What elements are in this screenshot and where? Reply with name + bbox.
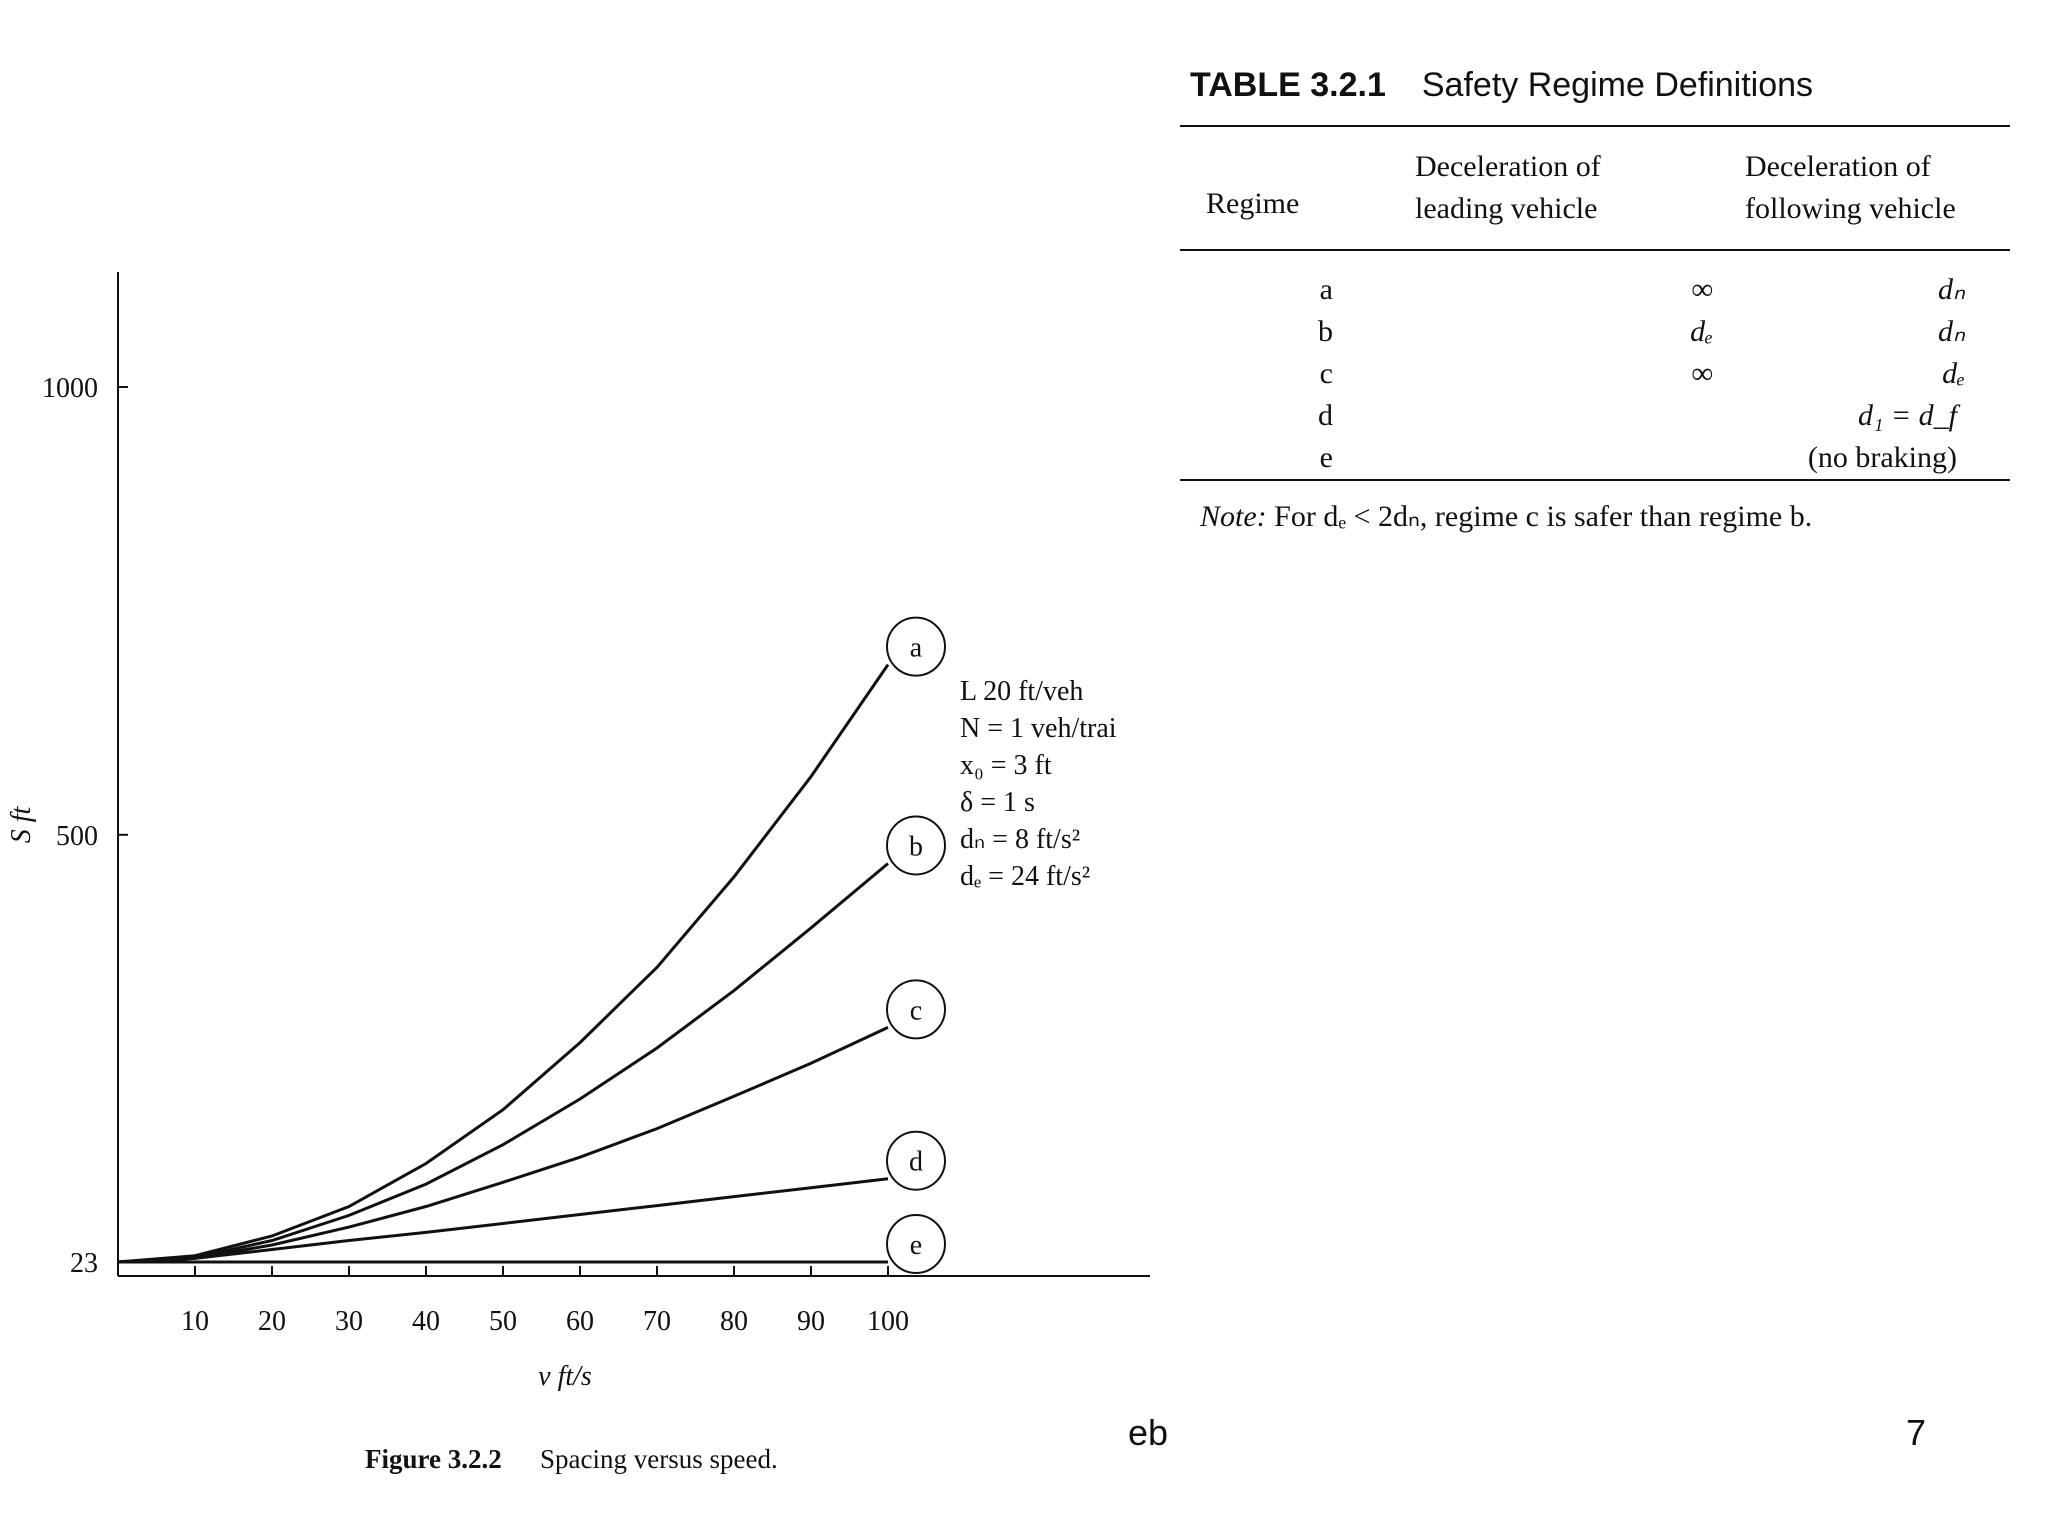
note-label: Note: (1200, 500, 1267, 533)
series-label-b: b (909, 831, 923, 863)
x-tick-label: 40 (412, 1306, 440, 1337)
series-label-e: e (909, 1230, 923, 1261)
table-row (1180, 437, 2010, 479)
x-tick-label: 60 (566, 1306, 594, 1337)
table-body (1180, 251, 2010, 479)
figure-caption-label: Figure 3.2.2 (365, 1444, 502, 1474)
series-curves (118, 665, 888, 1262)
table-row (1180, 353, 2010, 395)
cell-follow: dₙ (1938, 273, 1965, 306)
header-lead-line1: Deceleration of (1415, 150, 1601, 183)
x-tick-label: 20 (258, 1306, 286, 1337)
x-tick-label: 10 (181, 1306, 209, 1337)
cell-regime: d (1318, 399, 1333, 432)
cell-regime: b (1318, 315, 1333, 348)
cell-merged: d₁ = d_f (1857, 399, 1957, 432)
series-label-c: c (909, 995, 923, 1027)
figure-caption-text: Spacing versus speed. (540, 1444, 778, 1474)
table-header (1180, 127, 2010, 249)
series-labels (887, 618, 945, 1273)
table-row (1180, 395, 2010, 437)
footer-fragment: eb (1128, 1412, 1169, 1453)
header-regime: Regime (1206, 187, 1300, 220)
parameter-legend (960, 676, 1117, 892)
header-follow-line2: following vehicle (1745, 192, 1956, 225)
cell-lead: dₑ (1690, 315, 1713, 348)
x-tick-label: 50 (489, 1306, 517, 1337)
cell-lead: ∞ (1691, 357, 1713, 390)
cell-follow: dₑ (1942, 357, 1965, 390)
header-lead (1415, 146, 1745, 230)
series-curve-a (118, 665, 888, 1262)
table-bottom-rule (1180, 479, 2010, 481)
x-tick-label: 70 (643, 1306, 671, 1337)
y-tick-label: 500 (56, 820, 98, 852)
cell-regime: a (1319, 273, 1333, 306)
header-follow (1745, 146, 2010, 230)
cell-regime: c (1319, 357, 1333, 390)
cell-merged: (no braking) (1807, 441, 1957, 474)
series-label-a: a (909, 632, 923, 664)
y-tick-label: 23 (70, 1248, 98, 1279)
table-row (1180, 269, 2010, 311)
cell-follow: dₙ (1938, 315, 1965, 348)
series-curve-b (118, 864, 888, 1263)
x-tick-label: 100 (867, 1306, 909, 1337)
note-text: For dₑ < 2dₙ, regime c is safer than regime b. (1274, 500, 1813, 533)
table-title-text: Safety Regime Definitions (1421, 66, 1814, 104)
table-title (1190, 60, 2010, 110)
header-lead-line2: leading vehicle (1415, 192, 1598, 225)
cell-regime: e (1319, 441, 1333, 474)
table-row (1180, 311, 2010, 353)
parameter-line: dₑ = 24 ft/s² (960, 861, 1091, 892)
table-note (1200, 499, 2010, 534)
parameter-line: δ = 1 s (960, 787, 1035, 818)
x-tick-label: 90 (797, 1306, 825, 1337)
parameter-line: L 20 ft/veh (960, 676, 1084, 707)
y-tick-label: 1000 (42, 373, 98, 404)
header-follow-line1: Deceleration of (1745, 150, 1931, 183)
safety-regime-table (1180, 60, 2010, 534)
parameter-line: dₙ = 8 ft/s² (960, 824, 1081, 855)
x-axis-label: v ft/s (538, 1361, 592, 1392)
series-label-d: d (909, 1146, 923, 1178)
page-number: 7 (1906, 1412, 1927, 1453)
parameter-line: x₀ = 3 ft (960, 750, 1052, 781)
x-tick-label: 30 (335, 1306, 363, 1337)
y-axis-label: S ft (6, 806, 37, 844)
cell-lead: ∞ (1691, 273, 1713, 306)
y-ticks (42, 373, 128, 1279)
x-tick-label: 80 (720, 1306, 748, 1337)
parameter-line: N = 1 veh/trai (960, 713, 1117, 744)
table-label: TABLE 3.2.1 (1190, 66, 1386, 104)
